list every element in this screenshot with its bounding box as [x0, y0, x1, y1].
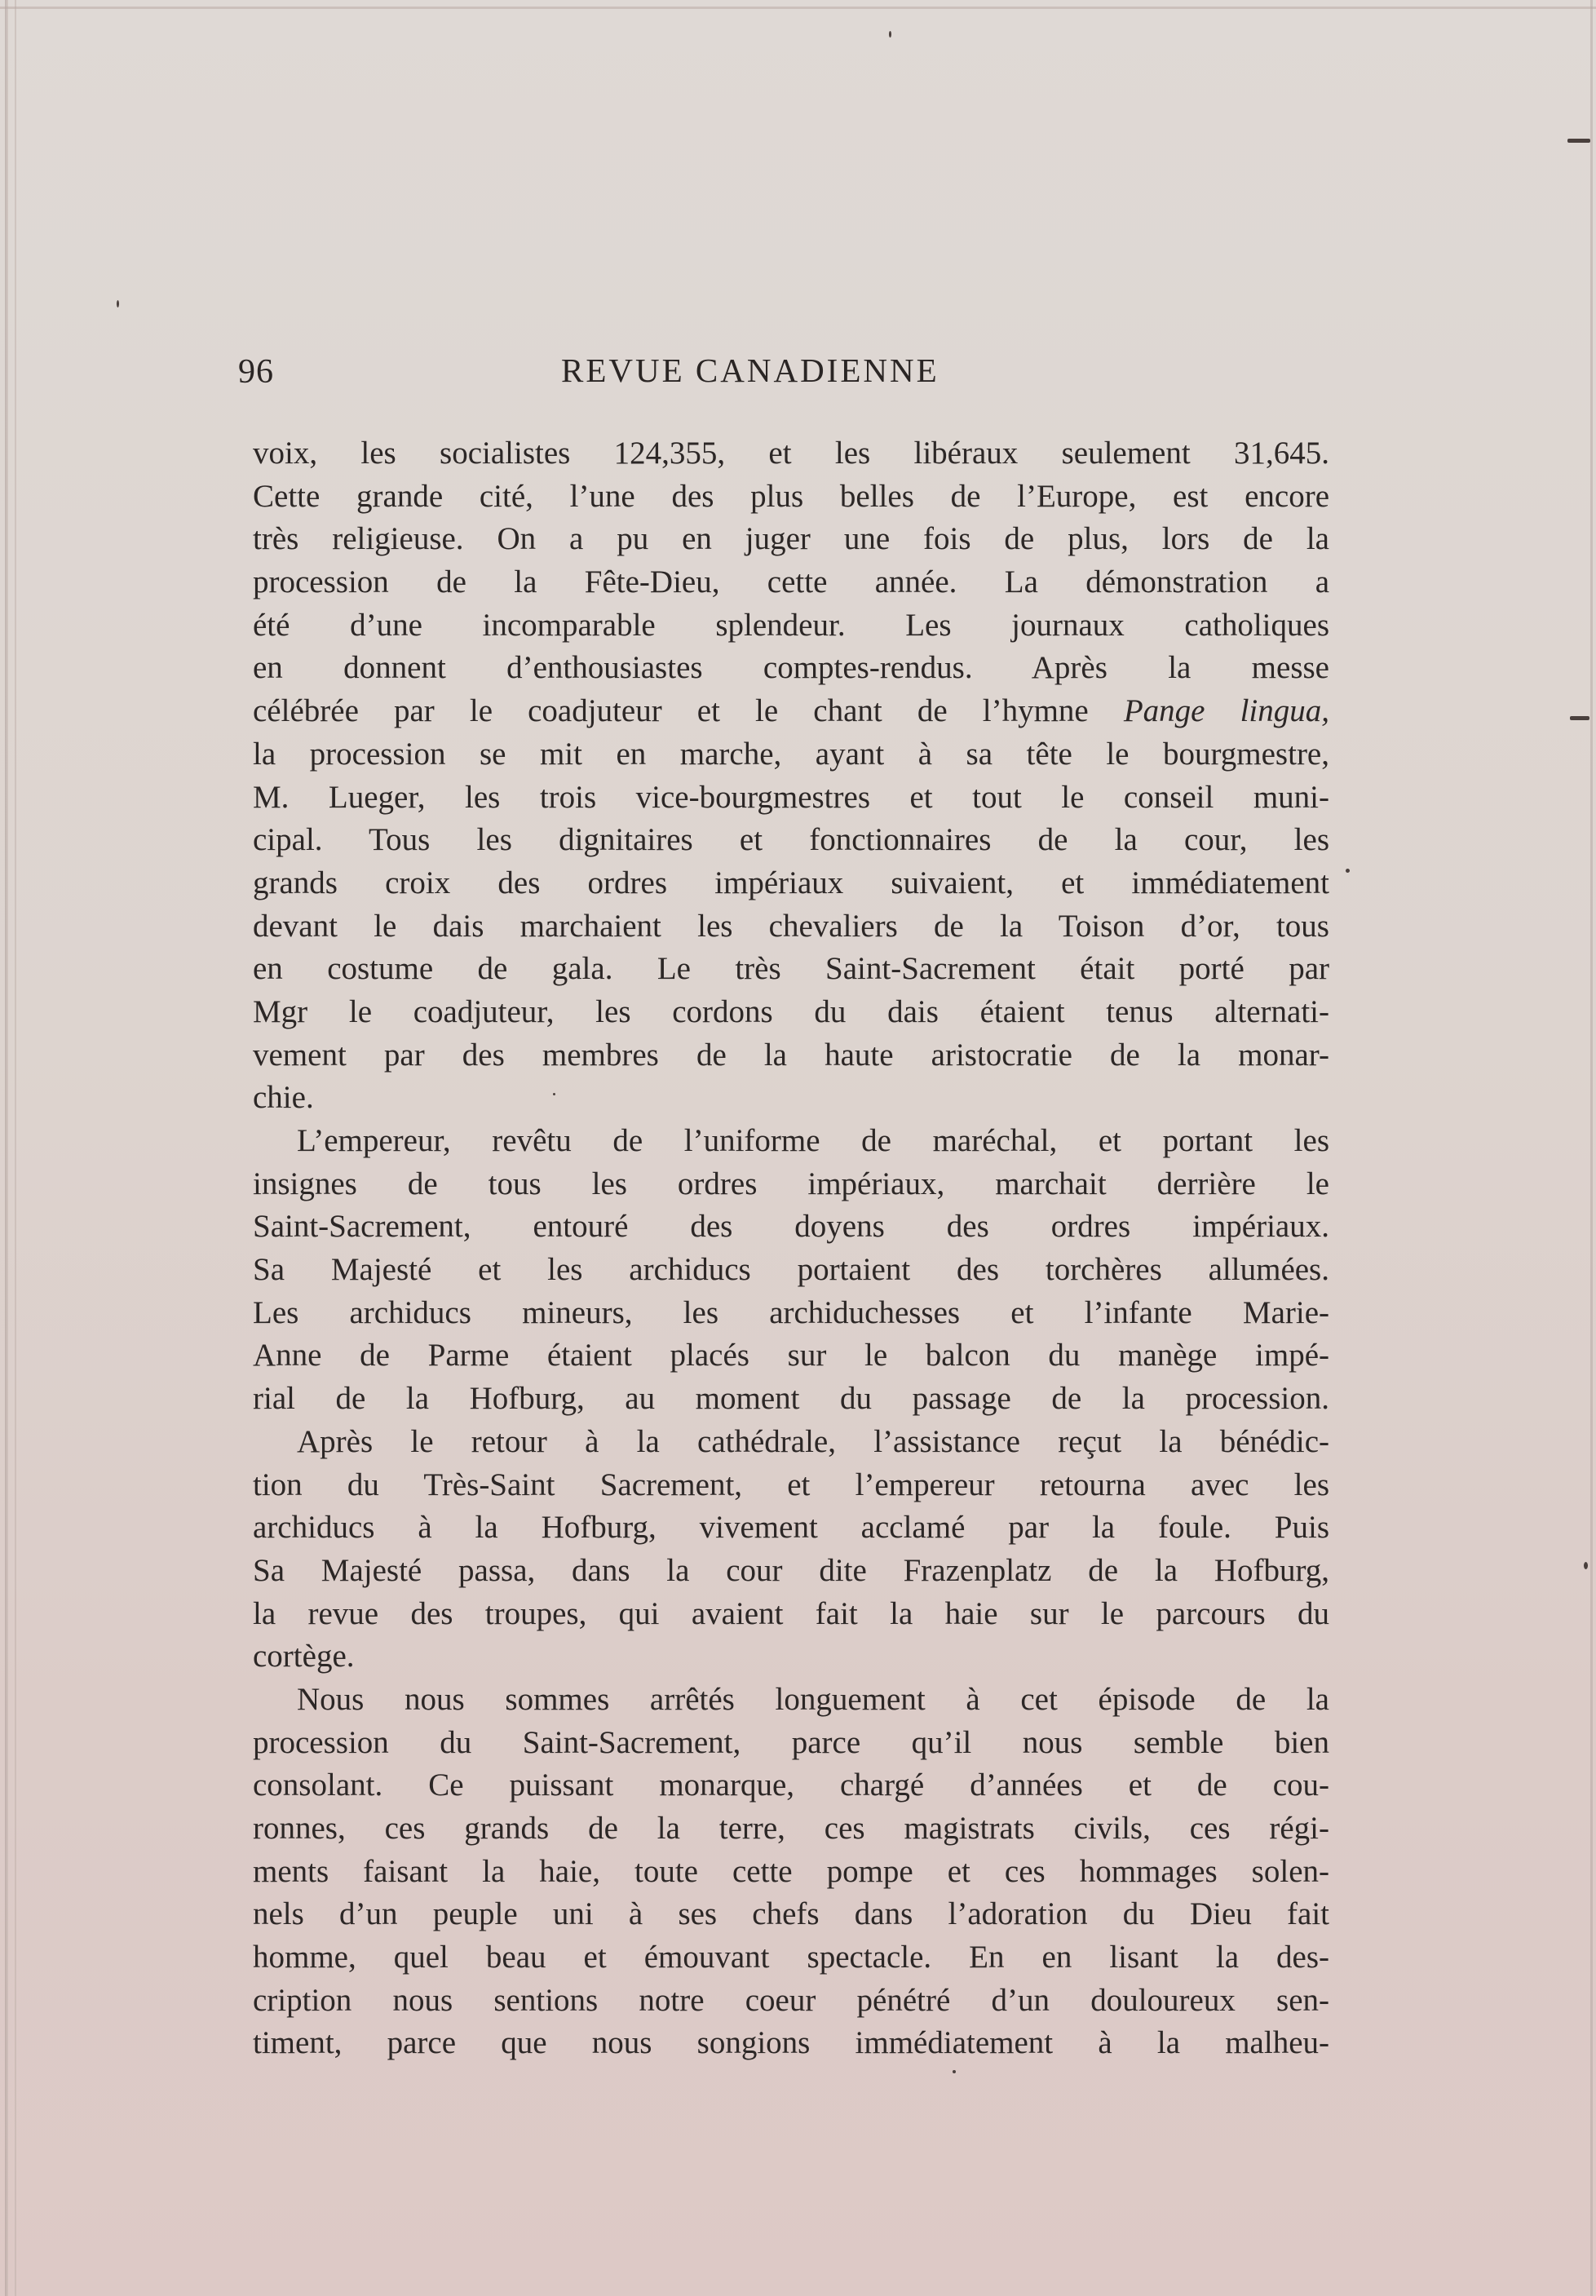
text-line: en costume de gala. Le très Saint-Sacrement était porté par	[253, 951, 1329, 987]
text-line: très religieuse. On a pu en juger une fois de plus, lors de la	[253, 521, 1329, 557]
text-line: Mgr le coadjuteur, les cordons du dais étaient tenus alternati-	[253, 993, 1329, 1029]
paragraph-first-line: Nous nous sommes arrêtés longuement à cet épisode de la	[297, 1681, 1329, 1717]
hymn-title: Pange lingua,	[1123, 693, 1329, 729]
text-line: insignes de tous les ordres impériaux, marchait derrière le	[253, 1166, 1329, 1201]
text-line: procession du Saint-Sacrement, parce qu’il nous semble bien	[253, 1724, 1329, 1760]
page-number: 96	[238, 353, 274, 391]
paper-speck	[117, 300, 119, 307]
text-line: ments faisant la haie, toute cette pompe et ces hommages solen-	[253, 1853, 1329, 1889]
text-line: timent, parce que nous songions immédiatement à la malheu-	[253, 2025, 1329, 2061]
paper-speck	[1567, 139, 1590, 143]
text-line: Cette grande cité, l’une des plus belles de l’Europe, est encore	[253, 478, 1329, 514]
text-line: homme, quel beau et émouvant spectacle. En en lisant la des-	[253, 1940, 1329, 1975]
text-line: cipal. Tous les dignitaires et fonctionnaires de la cour, les	[253, 822, 1329, 858]
text-line: tion du Très-Saint Sacrement, et l’empereur retourna avec les	[253, 1467, 1329, 1502]
text-line: vement par des membres de la haute aristocratie de la monar-	[253, 1037, 1329, 1073]
text-line: Les archiducs mineurs, les archiduchesses et l’infante Marie-	[253, 1294, 1329, 1330]
text-line: consolant. Ce puissant monarque, chargé d’années et de cou-	[253, 1767, 1329, 1803]
paper-speck	[1584, 1562, 1588, 1569]
text-line: cription nous sentions notre coeur pénétré d’un douloureux sen-	[253, 1982, 1329, 2018]
text-line: la procession se mit en marche, ayant à sa tête le bourgmestre,	[253, 736, 1329, 772]
text-line	[253, 690, 1329, 733]
paper-speck	[1346, 869, 1350, 873]
paragraph-first-line: Après le retour à la cathédrale, l’assistance reçut la bénédic-	[297, 1423, 1329, 1459]
paragraph-first-line: L’empereur, revêtu de l’uniforme de maréchal, et portant les	[297, 1123, 1329, 1158]
text-line: devant le dais marchaient les chevaliers de la Toison d’or, tous	[253, 908, 1329, 944]
body-text	[253, 432, 1329, 2065]
paper-speck	[889, 31, 891, 38]
page-edge-left	[5, 0, 8, 2296]
text-line: Sa Majesté et les archiducs portaient des torchères allumées.	[253, 1252, 1329, 1288]
paper-speck	[1570, 716, 1589, 720]
text-fragment: célébrée par le coadjuteur et le chant de l’hymne	[253, 693, 1124, 729]
text-line: archiducs à la Hofburg, vivement acclamé par la foule. Puis	[253, 1510, 1329, 1546]
text-line: voix, les socialistes 124,355, et les libéraux seulement 31,645.	[253, 436, 1329, 471]
text-line: Anne de Parme étaient placés sur le balcon du manège impé-	[253, 1338, 1329, 1374]
text-line: Sa Majesté passa, dans la cour dite Frazenplatz de la Hofburg,	[253, 1552, 1329, 1588]
text-line: rial de la Hofburg, au moment du passage de la procession.	[253, 1381, 1329, 1417]
paper-speck	[953, 2070, 956, 2073]
text-line: été d’une incomparable splendeur. Les journaux catholiques	[253, 607, 1329, 643]
text-line: la revue des troupes, qui avaient fait la haie sur le parcours du	[253, 1595, 1329, 1631]
page-edge-left-inner	[15, 0, 16, 2296]
text-line: M. Lueger, les trois vice-bourgmestres et tout le conseil muni-	[253, 779, 1329, 815]
text-line: en donnent d’enthousiastes comptes-rendus. Après la messe	[253, 650, 1329, 686]
running-head: REVUE CANADIENNE	[561, 352, 939, 389]
text-line: cortège.	[253, 1639, 355, 1674]
text-line: procession de la Fête-Dieu, cette année. La démonstration a	[253, 564, 1329, 600]
text-line: grands croix des ordres impériaux suivaient, et immédiatement	[253, 865, 1329, 900]
text-line: Saint-Sacrement, entouré des doyens des ordres impériaux.	[253, 1209, 1329, 1245]
page-edge-right	[1590, 0, 1593, 2296]
text-line: chie.	[253, 1080, 314, 1116]
text-line: ronnes, ces grands de la terre, ces magistrats civils, ces régi-	[253, 1811, 1329, 1846]
text-line: nels d’un peuple uni à ses chefs dans l’adoration du Dieu fait	[253, 1896, 1329, 1932]
page-edge-top	[0, 7, 1596, 9]
